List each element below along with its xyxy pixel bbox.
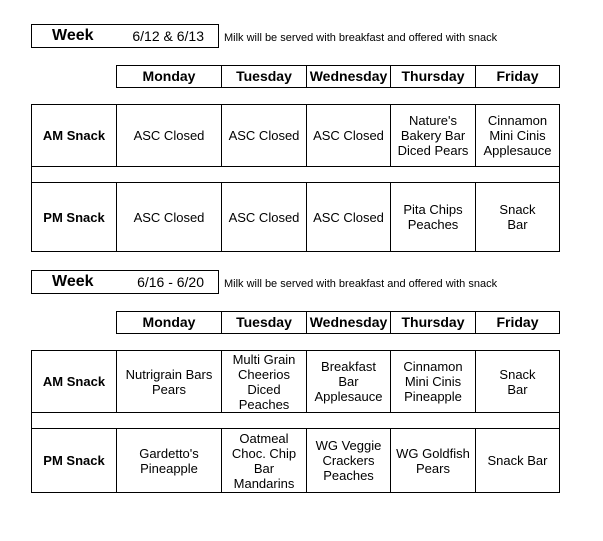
menu-cell: Snack Bar xyxy=(476,183,560,252)
day-thursday: Thursday xyxy=(391,312,476,334)
day-thursday: Thursday xyxy=(391,66,476,88)
menu-cell: ASC Closed xyxy=(222,183,307,252)
menu-cell: WG Veggie Crackers Peaches xyxy=(307,429,391,493)
menu-cell: Cinnamon Mini Cinis Pineapple xyxy=(391,351,476,413)
menu-cell: Multi Grain Cheerios Diced Peaches xyxy=(222,351,307,413)
week-2-label: Week xyxy=(52,273,94,290)
menu-cell: Gardetto's Pineapple xyxy=(117,429,222,493)
week-1-menu-table xyxy=(31,104,560,252)
week-1-day-header xyxy=(116,65,560,88)
week-2-menu-table xyxy=(31,350,560,493)
day-tuesday: Tuesday xyxy=(222,312,307,334)
week-2-dates: 6/16 - 6/20 xyxy=(137,274,204,290)
menu-cell: Nutrigrain Bars Pears xyxy=(117,351,222,413)
menu-cell: Pita Chips Peaches xyxy=(391,183,476,252)
am-snack-row xyxy=(32,105,560,167)
week-1-dates: 6/12 & 6/13 xyxy=(132,28,204,44)
day-monday: Monday xyxy=(117,312,222,334)
spacer-row xyxy=(32,167,560,183)
pm-snack-row xyxy=(32,429,560,493)
menu-cell: ASC Closed xyxy=(117,105,222,167)
spacer-row xyxy=(32,413,560,429)
am-snack-row xyxy=(32,351,560,413)
menu-cell: ASC Closed xyxy=(117,183,222,252)
week-2-note: Milk will be served with breakfast and offered with snack xyxy=(224,278,498,290)
menu-cell: ASC Closed xyxy=(307,105,391,167)
day-tuesday: Tuesday xyxy=(222,66,307,88)
day-wednesday: Wednesday xyxy=(307,312,391,334)
day-friday: Friday xyxy=(476,312,560,334)
week-2-box xyxy=(31,270,219,294)
menu-cell: Cinnamon Mini Cinis Applesauce xyxy=(476,105,560,167)
day-wednesday: Wednesday xyxy=(307,66,391,88)
am-snack-label: AM Snack xyxy=(32,351,117,413)
menu-cell: WG Goldfish Pears xyxy=(391,429,476,493)
week-1-box xyxy=(31,24,219,48)
menu-cell: ASC Closed xyxy=(222,105,307,167)
menu-cell: Snack Bar xyxy=(476,351,560,413)
week-1-label: Week xyxy=(52,27,94,44)
menu-cell: Oatmeal Choc. Chip Bar Mandarins xyxy=(222,429,307,493)
spacer-cell xyxy=(32,167,560,183)
pm-snack-row xyxy=(32,183,560,252)
menu-cell: Nature's Bakery Bar Diced Pears xyxy=(391,105,476,167)
pm-snack-label: PM Snack xyxy=(32,429,117,493)
week-1-note: Milk will be served with breakfast and offered with snack xyxy=(224,32,498,44)
menu-cell: ASC Closed xyxy=(307,183,391,252)
menu-cell: Snack Bar xyxy=(476,429,560,493)
pm-snack-label: PM Snack xyxy=(32,183,117,252)
day-monday: Monday xyxy=(117,66,222,88)
spacer-cell xyxy=(32,413,560,429)
day-friday: Friday xyxy=(476,66,560,88)
am-snack-label: AM Snack xyxy=(32,105,117,167)
week-2-day-header xyxy=(116,311,560,334)
menu-cell: Breakfast Bar Applesauce xyxy=(307,351,391,413)
